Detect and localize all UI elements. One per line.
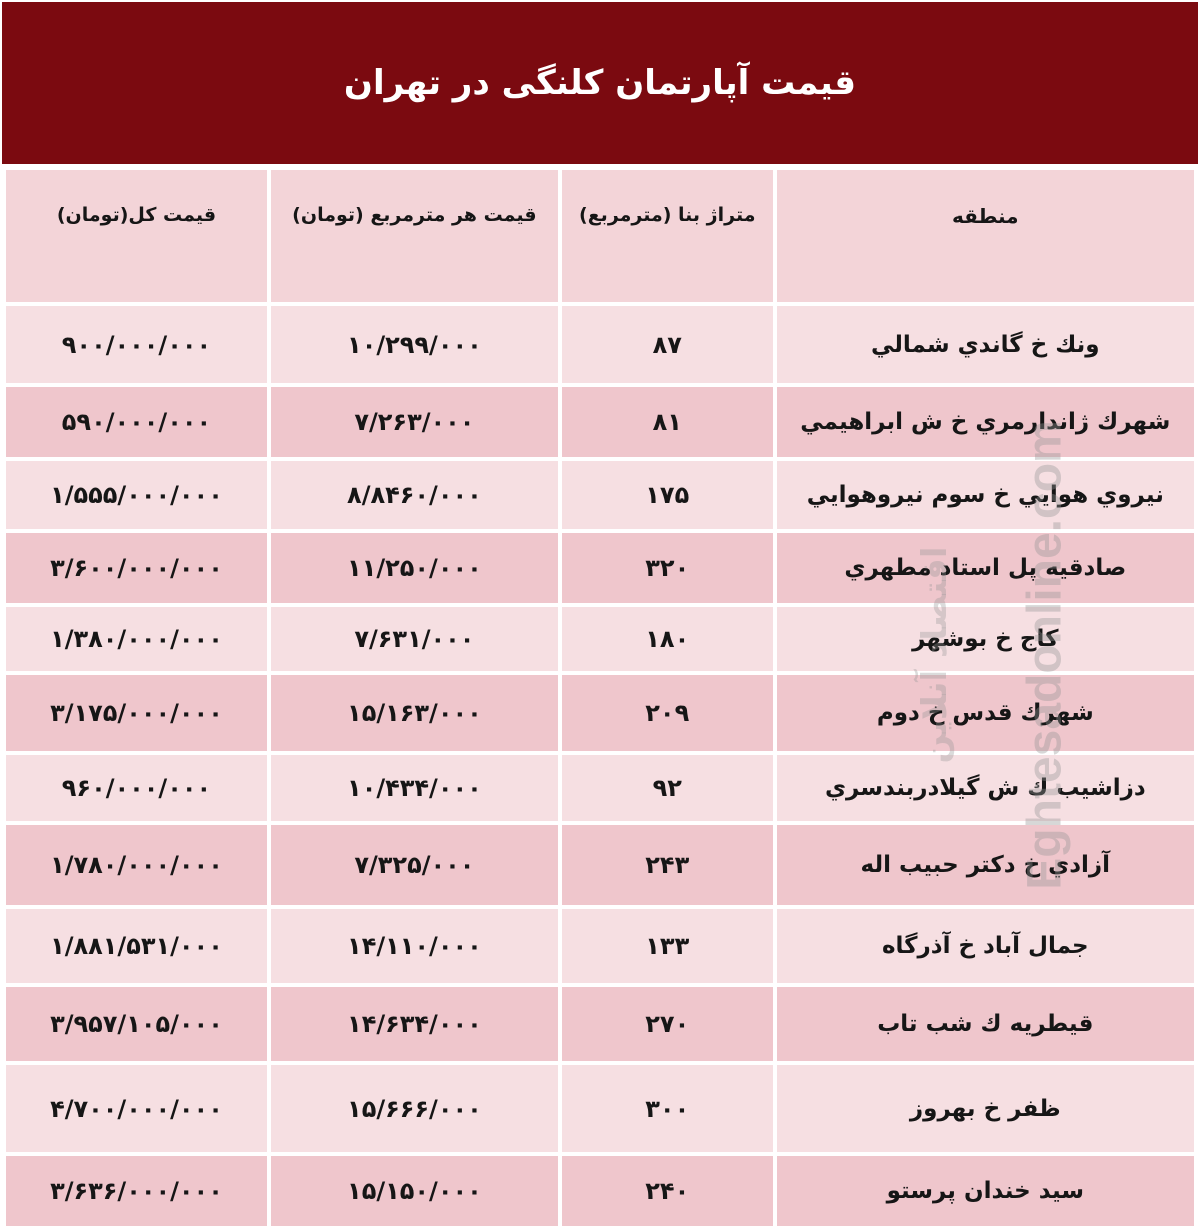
cell-price-per-meter: ۱۴/۶۳۴/۰۰۰	[271, 987, 558, 1061]
cell-size: ۱۳۳	[562, 909, 773, 983]
watermark-logo: اقتصاد آنلاین	[915, 546, 955, 764]
table-row	[6, 755, 1194, 821]
title-banner	[2, 2, 1198, 164]
cell-price-per-meter: ۷/۶۳۱/۰۰۰	[271, 607, 558, 671]
table-header-row	[6, 170, 1194, 302]
cell-price-per-meter: ۱۱/۲۵۰/۰۰۰	[271, 533, 558, 603]
cell-price-per-meter: ۱۴/۱۱۰/۰۰۰	[271, 909, 558, 983]
cell-total-price: ۳/۹۵۷/۱۰۵/۰۰۰	[6, 987, 267, 1061]
table-row	[6, 461, 1194, 529]
table-row	[6, 607, 1194, 671]
cell-size: ۲۴۳	[562, 825, 773, 905]
cell-price-per-meter: ۱۵/۱۵۰/۰۰۰	[271, 1156, 558, 1226]
header-total-price: قیمت کل(تومان)	[6, 170, 267, 302]
cell-area: سيد خندان پرستو	[777, 1156, 1194, 1226]
cell-total-price: ۳/۶۰۰/۰۰۰/۰۰۰	[6, 533, 267, 603]
page-title: قیمت آپارتمان کلنگی در تهران	[343, 63, 857, 103]
table-row	[6, 675, 1194, 751]
cell-price-per-meter: ۱۰/۴۳۴/۰۰۰	[271, 755, 558, 821]
header-area: منطقه	[777, 170, 1194, 302]
cell-area: آزادي خ دكتر حبيب اله	[777, 825, 1194, 905]
cell-size: ۳۰۰	[562, 1065, 773, 1152]
cell-total-price: ۳/۱۷۵/۰۰۰/۰۰۰	[6, 675, 267, 751]
cell-size: ۸۷	[562, 306, 773, 383]
cell-total-price: ۹۰۰/۰۰۰/۰۰۰	[6, 306, 267, 383]
cell-total-price: ۱/۳۸۰/۰۰۰/۰۰۰	[6, 607, 267, 671]
cell-total-price: ۵۹۰/۰۰۰/۰۰۰	[6, 387, 267, 457]
cell-size: ۲۴۰	[562, 1156, 773, 1226]
table-row	[6, 909, 1194, 983]
cell-size: ۲۰۹	[562, 675, 773, 751]
cell-price-per-meter: ۱۵/۱۶۳/۰۰۰	[271, 675, 558, 751]
cell-total-price: ۹۶۰/۰۰۰/۰۰۰	[6, 755, 267, 821]
header-size: متراژ بنا (مترمربع)	[562, 170, 773, 302]
cell-area: صادقيه پل استاد مطهري	[777, 533, 1194, 603]
cell-size: ۹۲	[562, 755, 773, 821]
cell-area: نيروي هوايي خ سوم نيروهوايي	[777, 461, 1194, 529]
table-row	[6, 825, 1194, 905]
table-row	[6, 1156, 1194, 1226]
header-price-per-meter: قیمت هر مترمربع (تومان)	[271, 170, 558, 302]
cell-size: ۸۱	[562, 387, 773, 457]
cell-total-price: ۱/۷۸۰/۰۰۰/۰۰۰	[6, 825, 267, 905]
cell-price-per-meter: ۱۰/۲۹۹/۰۰۰	[271, 306, 558, 383]
cell-size: ۱۸۰	[562, 607, 773, 671]
cell-price-per-meter: ۷/۳۲۵/۰۰۰	[271, 825, 558, 905]
cell-price-per-meter: ۱۵/۶۶۶/۰۰۰	[271, 1065, 558, 1152]
cell-size: ۲۷۰	[562, 987, 773, 1061]
cell-total-price: ۱/۸۸۱/۵۳۱/۰۰۰	[6, 909, 267, 983]
cell-area: جمال آباد خ آذرگاه	[777, 909, 1194, 983]
cell-area: دزاشيب ك ش گيلادربندسري	[777, 755, 1194, 821]
table-row	[6, 987, 1194, 1061]
cell-area: شهرك قدس خ دوم	[777, 675, 1194, 751]
table-row	[6, 1065, 1194, 1152]
cell-size: ۱۷۵	[562, 461, 773, 529]
cell-price-per-meter: ۷/۲۶۳/۰۰۰	[271, 387, 558, 457]
table-row	[6, 533, 1194, 603]
cell-area: كاج خ بوشهر	[777, 607, 1194, 671]
price-table	[2, 166, 1198, 1230]
cell-total-price: ۴/۷۰۰/۰۰۰/۰۰۰	[6, 1065, 267, 1152]
cell-area: ظفر خ بهروز	[777, 1065, 1194, 1152]
table-row	[6, 306, 1194, 383]
cell-size: ۳۲۰	[562, 533, 773, 603]
cell-area: ونك خ گاندي شمالي	[777, 306, 1194, 383]
watermark-site: Eghtesadonline.com	[1018, 420, 1072, 890]
cell-area: قيطريه ك شب تاب	[777, 987, 1194, 1061]
cell-total-price: ۱/۵۵۵/۰۰۰/۰۰۰	[6, 461, 267, 529]
cell-area: شهرك ژاندارمري خ ش ابراهيمي	[777, 387, 1194, 457]
table-row	[6, 387, 1194, 457]
cell-price-per-meter: ۸/۸۴۶۰/۰۰۰	[271, 461, 558, 529]
cell-total-price: ۳/۶۳۶/۰۰۰/۰۰۰	[6, 1156, 267, 1226]
